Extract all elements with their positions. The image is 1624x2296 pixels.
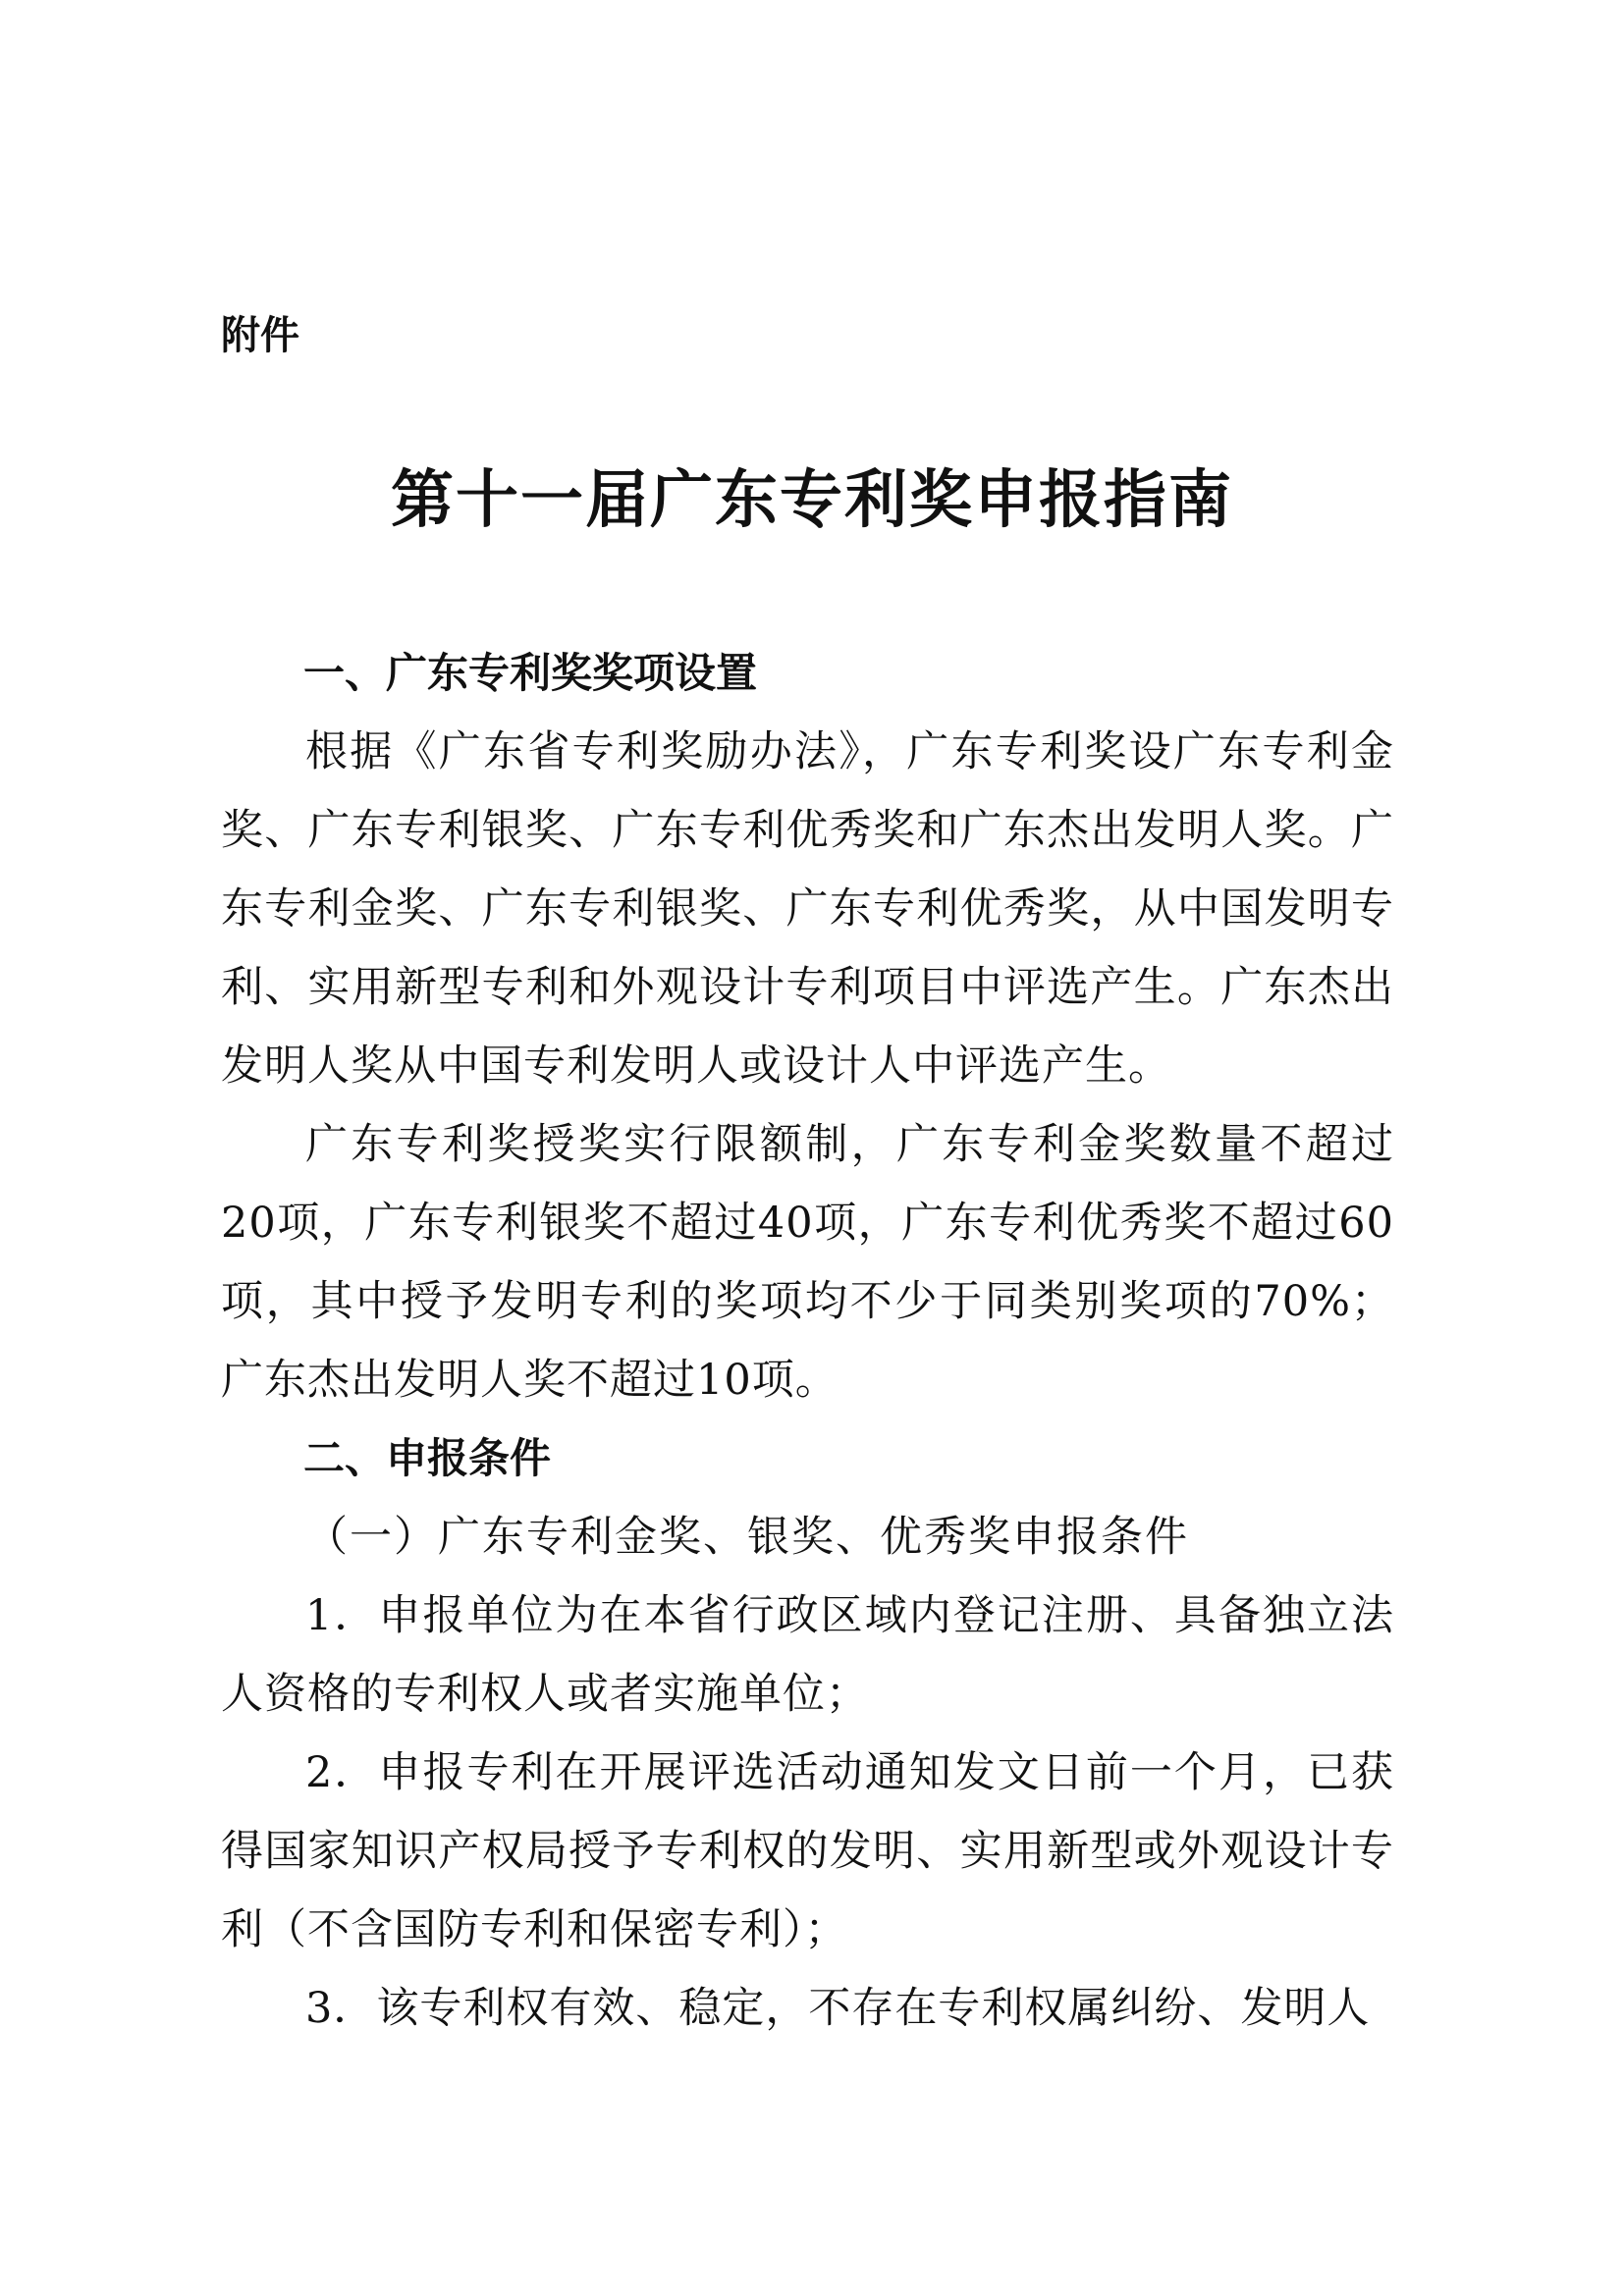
section-2-heading: 二、申报条件: [303, 1434, 552, 1482]
attachment-label: 附件: [221, 313, 299, 358]
section-2-subheading: （一）广东专利金奖、银奖、优秀奖申报条件: [305, 1513, 1189, 1562]
document-body: [221, 634, 1394, 2048]
section-1-paragraph-1: 根据《广东省专利奖励办法》，广东专利奖设广东专利金奖、广东专利银奖、广东专利优秀奖和广东杰出发明人奖。广东专利金奖、广东专利银奖、广东专利优秀奖，从中国发明专利、实用新型专利和外观设计专利项目中评选产生。广东杰出发明人奖从中国专利发明人或设计人中评选产生。: [221, 727, 1394, 1091]
condition-item-1: 1．申报单位为在本省行政区域内登记注册、具备独立法人资格的专利权人或者实施单位；: [221, 1591, 1394, 1719]
condition-item-3: 3．该专利权有效、稳定，不存在专利权属纠纷、发明人: [305, 1984, 1371, 2033]
condition-item-2: 2．申报专利在开展评选活动通知发文日前一个月，已获得国家知识产权局授予专利权的发明、实用新型或外观设计专利（不含国防专利和保密专利）；: [221, 1748, 1394, 1954]
document-title: 第十一届广东专利奖申报指南: [391, 464, 1233, 537]
section-1-heading: 一、广东专利奖奖项设置: [303, 649, 758, 697]
section-1-paragraph-2: 广东专利奖授奖实行限额制，广东专利金奖数量不超过20项，广东专利银奖不超过40项，广东专利优秀奖不超过60项，其中授予发明专利的奖项均不少于同类别奖项的70%；广东杰出发明人奖不超过10项。: [221, 1120, 1394, 1405]
